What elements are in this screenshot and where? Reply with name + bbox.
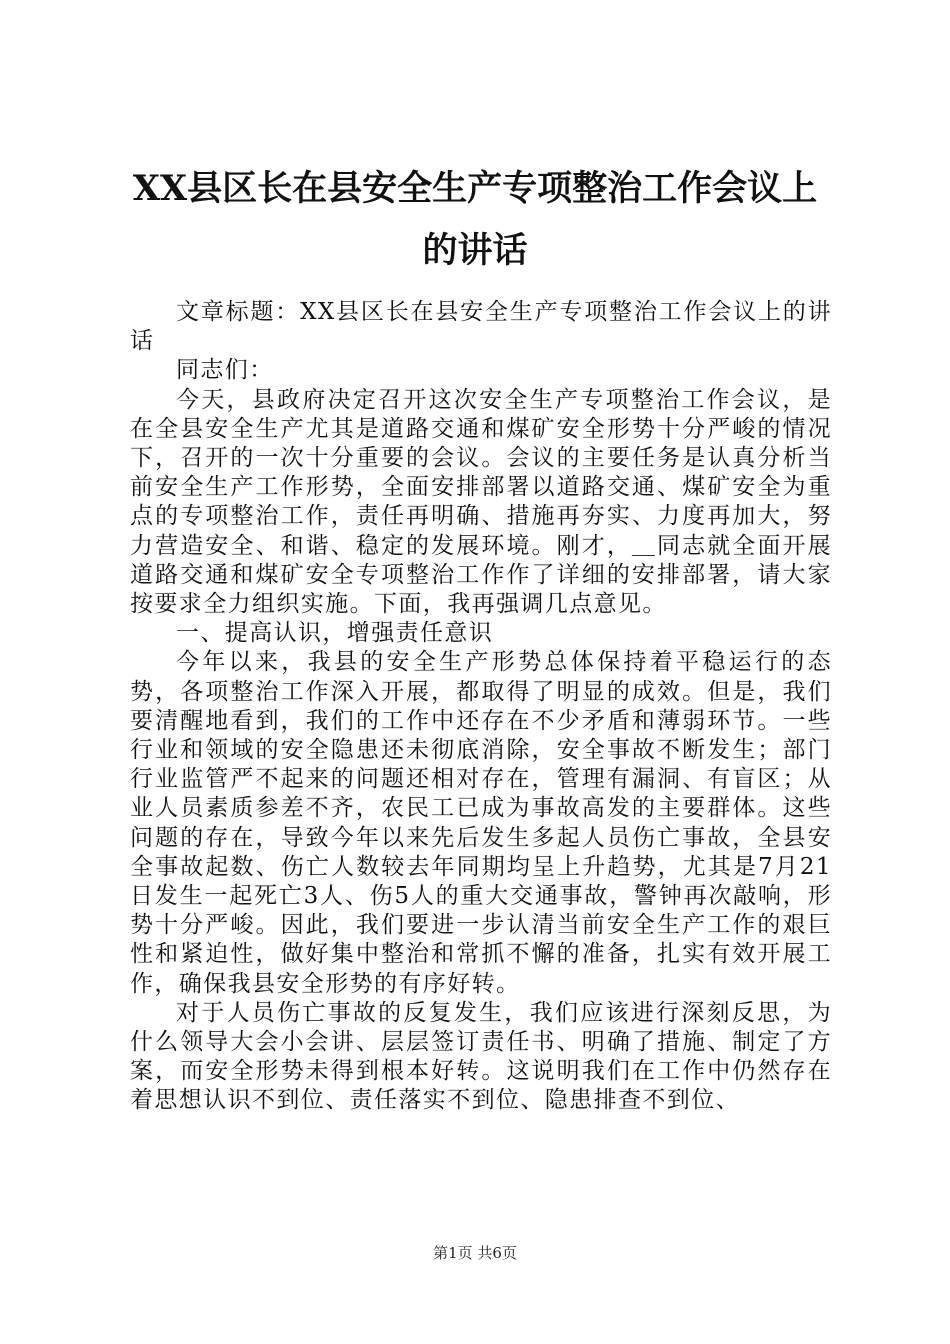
section-heading: 一、提高认识，增强责任意识 xyxy=(176,620,494,647)
page-footer: 第1页 共6页 xyxy=(433,1244,517,1262)
paragraph: 今年以来，我县的安全生产形势总体保持着平稳运行的态势，各项整治工作深入开展，都取得了明显的成效。但是，我们要清醒地看到，我们的工作中还存在不少矛盾和薄弱环节。一些行业和领域的安全隐患还未彻底消除，安全事故不断发生；部门行业监管严不起来的问题还相对存在，管理有漏洞、有盲区；从业人员素质参差不齐，农民工已成为事故高发的主要群体。这些问题的存在，导致今年以来先后发生多起人员伤亡事故，全县安全事故起数、伤亡人数较去年同期均呈上升趋势，尤其是7月21日发生一起死亡3人、伤5人的重大交通事故，警钟再次敲响，形势十分严峻。因此，我们要进一步认清当前安全生产工作的艰巨性和紧迫性，做好集中整治和常抓不懈的准备，扎实有效开展工作，确保我县安全形势的有序好转。 xyxy=(130,649,832,997)
article-title-line: 文章标题：XX县区长在县安全生产专项整治工作会议上的讲话 xyxy=(130,299,832,355)
document-body xyxy=(130,298,832,1116)
document-title: XX县区长在县安全生产专项整治工作会议上的讲话 xyxy=(132,168,818,271)
salutation: 同志们： xyxy=(176,357,274,384)
paragraph: 对于人员伤亡事故的反复发生，我们应该进行深刻反思，为什么领导大会小会讲、层层签订责任书、明确了措施、制定了方案，而安全形势未得到根本好转。这说明我们在工作中仍然存在着思想认识不到位、责任落实不到位、隐患排查不到位、 xyxy=(130,999,832,1114)
paragraph: 今天，县政府决定召开这次安全生产专项整治工作会议，是在全县安全生产尤其是道路交通和煤矿安全形势十分严峻的情况下，召开的一次十分重要的会议。会议的主要任务是认真分析当前安全生产工作形势，全面安排部署以道路交通、煤矿安全为重点的专项整治工作，责任再明确、措施再夯实、力度再加大，努力营造安全、和谐、稳定的发展环境。刚才，＿同志就全面开展道路交通和煤矿安全专项整治工作作了详细的安排部署，请大家按要求全力组织实施。下面，我再强调几点意见。 xyxy=(130,386,832,618)
